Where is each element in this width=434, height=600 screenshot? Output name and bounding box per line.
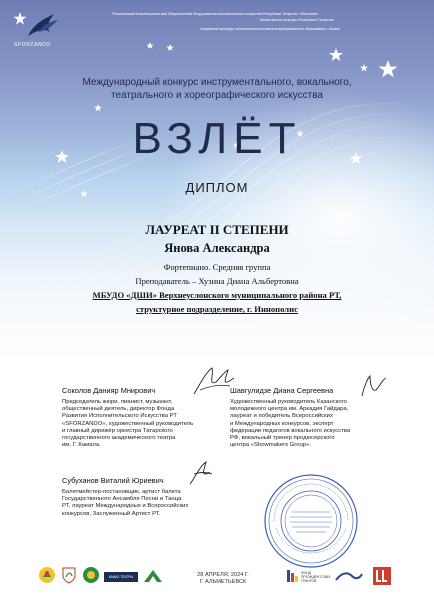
kazan-emblem-icon (60, 566, 78, 584)
signatory-desc-line: конкурсов, Заслуженный Артист РТ. (62, 510, 161, 517)
sponsor-logo-icon (334, 568, 364, 584)
star-shapes (14, 12, 398, 197)
signatory-desc-line: Развития Исполнительского Искусства РТ (62, 413, 177, 420)
signatory-desc-line: Председатель жюри, пианист, музыкант, (62, 399, 173, 405)
award-school-line-2: структурное подразделение, г. Иннополис (136, 304, 298, 314)
signatory-desc-line: им. Г. Камала. (62, 442, 101, 449)
signatory-name: Субуханов Виталий Юриевич (62, 476, 164, 485)
award-category: Фортепиано. Средняя группа (163, 262, 271, 272)
ministry-emblem-icon (82, 566, 100, 584)
signatory-desc-line: и Международных конкурсов, эксперт (230, 420, 334, 427)
signatory-desc-line: «SFORZANDO», художественный руководитель (62, 420, 194, 427)
header-org-line-2: Министерство культуры Республики Татарстан (260, 18, 334, 22)
signature-2-icon (356, 372, 390, 402)
contest-name (0, 76, 434, 102)
signatory-name: Соколов Данияр Мнирович (62, 386, 156, 395)
signatory-desc-line: федерации педагогов вокального искусства (230, 427, 351, 434)
signatory-desc-line: Балетмейстер-постановщик, артист балета (62, 489, 181, 495)
signatory-description (62, 399, 232, 449)
contest-line-1: Международный конкурс инструментального, вокального, (82, 77, 352, 88)
lukoil-logo-icon (372, 566, 392, 586)
contest-title: ВЗЛЁТ (132, 114, 302, 163)
presidential-grants-label: ФОНД ПРЕЗИДЕНТСКИХ ГРАНТОВ (301, 571, 331, 583)
official-stamp-icon (262, 472, 360, 570)
kamaz-theatre-logo (104, 572, 138, 582)
tatarstan-emblem-icon (38, 566, 56, 584)
award-teacher: Преподаватель – Хузина Диана Альбертовна (135, 276, 299, 286)
signature-3-icon (186, 458, 216, 488)
logo-text: SFORZANDO (14, 42, 51, 48)
signatory-desc-line: и главный дирижёр оркестра Татарского (62, 427, 173, 434)
signatory-desc-line: РФ, вокальный тренер продюсерского (230, 435, 335, 442)
signatory-description (62, 489, 237, 518)
signatory-desc-line: Художественный руководитель Казанского (230, 399, 347, 405)
event-date-block (188, 572, 258, 586)
signatory-name: Шавгулидзе Диана Сергеевна (230, 386, 334, 395)
signatory-desc-line: общественный деятель, директор Фонда (62, 406, 175, 413)
kamaz-theatre-label: КАМАЗ ТЕАТРЫ (108, 575, 134, 579)
presidential-grants-logo-icon (286, 568, 300, 584)
event-city: Г. АЛЬМЕТЬЕВСК (199, 579, 247, 585)
signatory-desc-line: Государственного Ансамбля Песни и Танца (62, 496, 182, 503)
signatory-desc-line: молодежного центра им. Аркадия Гайдара, (230, 406, 349, 413)
event-date: 28 АПРЕЛЯ, 2024 Г. (197, 572, 249, 578)
signatory-desc-line: центра «Showmakers Group». (230, 442, 311, 449)
contest-line-2: театрального и хореографического искусства (111, 90, 323, 101)
awardee-name: Янова Александра (164, 241, 270, 255)
sforzando-bird-logo-icon (24, 10, 64, 42)
award-degree: ЛАУРЕАТ II СТЕПЕНИ (145, 222, 289, 237)
signatory-description (230, 399, 405, 449)
tatneft-logo-icon (142, 568, 164, 584)
header-org-line-3: Управление культуры исполнительного комитета муниципального образования г. Казань (200, 27, 340, 31)
document-type: ДИПЛОМ (185, 180, 249, 195)
signatory-desc-line: государственного академического театра (62, 435, 176, 442)
signatory-desc-line: лауреат и победитель Всероссийских (230, 413, 333, 420)
award-school-line-1: МБУДО «ДШИ» Верхнеуслонского муниципального района РТ, (92, 290, 342, 300)
signatory-desc-line: РТ, лауреат Международных и Всероссийских (62, 503, 189, 510)
header-org-line-1: Региональный Благотворительный Общественный Фонд развития исполнительского искусства Республики Татарстан «Sforzando» (112, 12, 319, 16)
